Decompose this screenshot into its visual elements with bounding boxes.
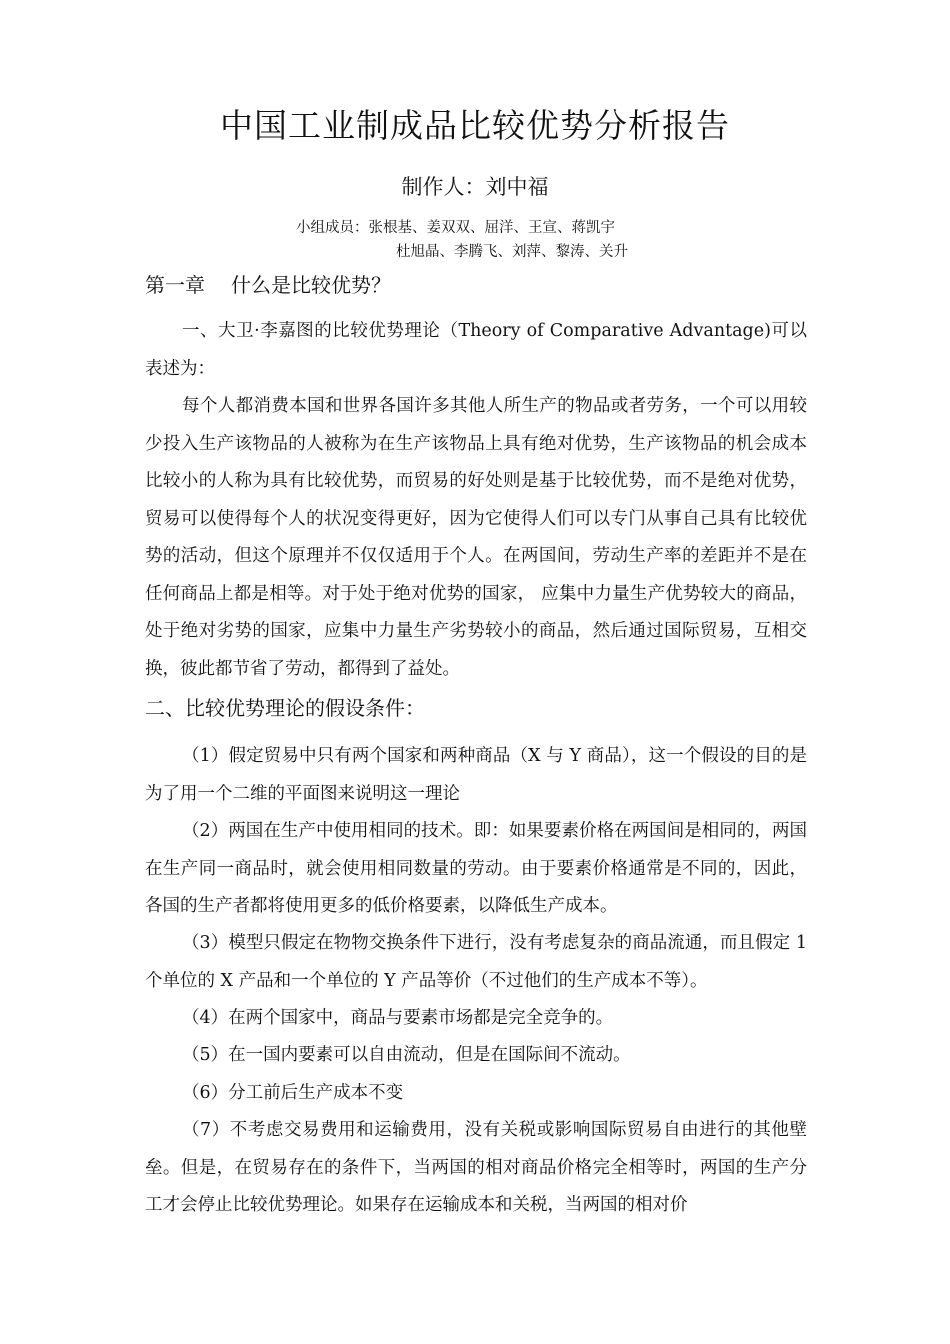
group-members xyxy=(296,216,628,264)
assumption-item: （7）不考虑交易费用和运输费用，没有关税或影响国际贸易自由进行的其他壁垒。但是，在贸易存在的条件下，当两国的相对商品价格完全相等时，两国的生产分工才会停止比较优势理论。如果存在运输成本和关税，当两国的相对价 xyxy=(145,1120,807,1215)
members-line-1: 小组成员：张根基、姜双双、屈洋、王宣、蒋凯宇 xyxy=(296,220,615,236)
section-heading: 二、比较优势理论的假设条件： xyxy=(145,696,425,720)
author-line: 制作人：刘中福 xyxy=(401,175,549,199)
chapter-heading xyxy=(145,270,391,300)
assumption-item: （4）在两个国家中，商品与要素市场都是完全竞争的。 xyxy=(182,1008,614,1028)
assumption-item: （5）在一国内要素可以自由流动，但是在国际间不流动。 xyxy=(182,1045,631,1065)
chapter-title: 什么是比较优势？ xyxy=(231,273,391,297)
document-title: 中国工业制成品比较优势分析报告 xyxy=(220,106,730,145)
assumption-item: （2）两国在生产中使用相同的技术。即：如果要素价格在两国间是相同的，两国在生产同一商品时，就会使用相同数量的劳动。由于要素价格通常是不同的，因此，各国的生产者都将使用更多的低价格要素，以降低生产成本。 xyxy=(145,821,807,916)
members-line-2: 杜旭晶、李腾飞、刘萍、黎涛、关升 xyxy=(396,244,628,260)
assumption-item: （1）假定贸易中只有两个国家和两种商品（X 与 Y 商品），这一个假设的目的是为了用一个二维的平面图来说明这一理论 xyxy=(145,746,807,804)
assumption-item: （3）模型只假定在物物交换条件下进行，没有考虑复杂的商品流通，而且假定 1 个单位的 X 产品和一个单位的 Y 产品等价（不过他们的生产成本不等）。 xyxy=(145,933,807,991)
body-paragraph: 每个人都消费本国和世界各国许多其他人所生产的物品或者劳务，一个可以用较少投入生产该物品的人被称为在生产该物品上具有绝对优势，生产该物品的机会成本比较小的人称为具有比较优势，而贸易的好处则是基于比较优势，而不是绝对优势，贸易可以使得每个人的状况变得更好，因为它使得人们可以专门从事自己具有比较优势的活动，但这个原理并不仅仅适用于个人。在两国间，劳动生产率的差距并不是在任何商品上都是相等。对于处于绝对优势的国家， 应集中力量生产优势较大的商品，处于绝对劣势的国家，应集中力量生产劣势较小的商品，然后通过国际贸易，互相交换，彼此都节省了劳动，都得到了益处。 xyxy=(145,396,807,679)
assumption-item: （6）分工前后生产成本不变 xyxy=(182,1083,404,1103)
intro-paragraph: 一、大卫·李嘉图的比较优势理论（Theory of Comparative Advantage)可以表述为： xyxy=(145,321,807,379)
chapter-number: 第一章 xyxy=(145,273,205,297)
